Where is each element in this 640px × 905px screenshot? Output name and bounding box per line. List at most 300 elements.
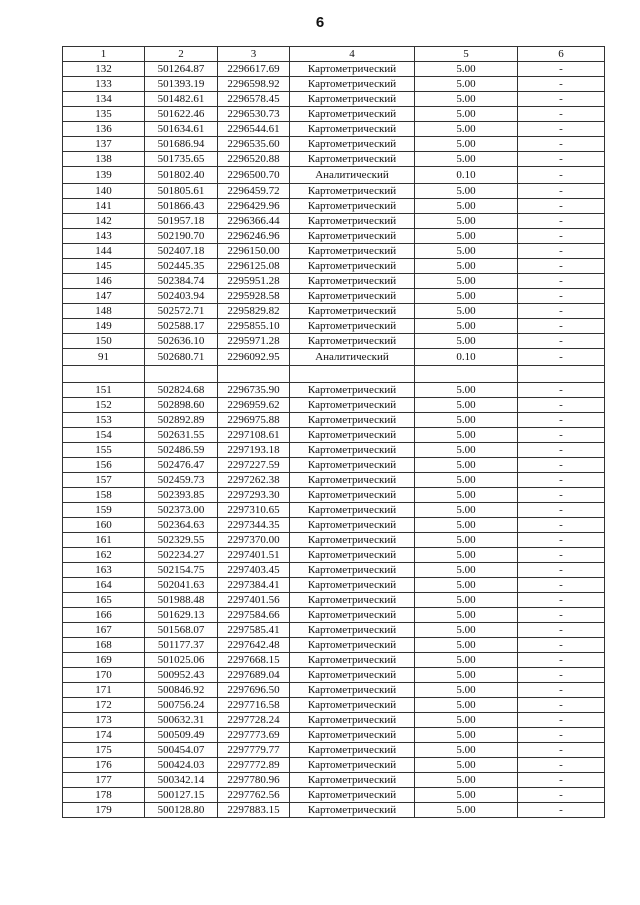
table-cell: 2297642.48 (218, 638, 290, 653)
table-cell: - (518, 334, 605, 349)
table-cell: 2296544.61 (218, 122, 290, 137)
table-cell: Картометрический (290, 398, 415, 413)
table-cell: 5.00 (415, 199, 518, 214)
table-cell: 2296959.62 (218, 398, 290, 413)
table-cell (518, 366, 605, 383)
table-cell: Картометрический (290, 713, 415, 728)
table-cell: 5.00 (415, 383, 518, 398)
table-cell: 502403.94 (145, 289, 218, 304)
table-cell: 159 (63, 503, 145, 518)
table-row (63, 319, 605, 334)
table-cell: 2296735.90 (218, 383, 290, 398)
table-cell: 141 (63, 199, 145, 214)
table-cell: Картометрический (290, 62, 415, 77)
coordinates-table (62, 46, 605, 818)
table-cell: 5.00 (415, 62, 518, 77)
table-cell: - (518, 289, 605, 304)
table-cell: - (518, 304, 605, 319)
table-cell: 2297403.45 (218, 563, 290, 578)
table-row (63, 122, 605, 137)
table-cell: Картометрический (290, 229, 415, 244)
table-cell: Картометрический (290, 122, 415, 137)
table-cell: 5.00 (415, 473, 518, 488)
table-cell: Картометрический (290, 788, 415, 803)
table-row (63, 503, 605, 518)
table-cell: 2296530.73 (218, 107, 290, 122)
table-cell (218, 366, 290, 383)
table-cell: 168 (63, 638, 145, 653)
table-cell: 500756.24 (145, 698, 218, 713)
table-cell: 501988.48 (145, 593, 218, 608)
table-cell: 501957.18 (145, 214, 218, 229)
table-cell: 133 (63, 77, 145, 92)
table-cell: 500424.03 (145, 758, 218, 773)
table-cell: 2297883.15 (218, 803, 290, 818)
table-cell: Картометрический (290, 334, 415, 349)
table-cell (415, 366, 518, 383)
table-cell: - (518, 167, 605, 184)
table-cell: Картометрический (290, 244, 415, 259)
table-cell: - (518, 443, 605, 458)
table-cell: Картометрический (290, 578, 415, 593)
table-cell: 2296459.72 (218, 184, 290, 199)
table-cell: 5.00 (415, 152, 518, 167)
table-row (63, 608, 605, 623)
table-cell: 502824.68 (145, 383, 218, 398)
table-cell: 2297262.38 (218, 473, 290, 488)
table-cell: 138 (63, 152, 145, 167)
table-cell: 501735.65 (145, 152, 218, 167)
table-cell: 0.10 (415, 167, 518, 184)
table-cell: - (518, 274, 605, 289)
table-cell: - (518, 533, 605, 548)
table-cell: Картометрический (290, 383, 415, 398)
table-cell: 501802.40 (145, 167, 218, 184)
table-cell: - (518, 518, 605, 533)
table-cell: 5.00 (415, 137, 518, 152)
table-cell: 2297227.59 (218, 458, 290, 473)
table-cell: - (518, 398, 605, 413)
table-row (63, 167, 605, 184)
table-cell: Картометрический (290, 593, 415, 608)
table-cell: 166 (63, 608, 145, 623)
table-cell: - (518, 548, 605, 563)
table-cell: 164 (63, 578, 145, 593)
table-cell: 137 (63, 137, 145, 152)
table-cell: - (518, 137, 605, 152)
table-cell: 176 (63, 758, 145, 773)
table-cell: - (518, 593, 605, 608)
table-cell: Картометрический (290, 488, 415, 503)
table-cell: 2296598.92 (218, 77, 290, 92)
table-cell: 500342.14 (145, 773, 218, 788)
table-cell: 154 (63, 428, 145, 443)
table-cell: 145 (63, 259, 145, 274)
table-row (63, 383, 605, 398)
table-cell: - (518, 638, 605, 653)
table-cell: 502680.71 (145, 349, 218, 366)
table-cell: 170 (63, 668, 145, 683)
table-cell: 5.00 (415, 743, 518, 758)
table-row (63, 244, 605, 259)
table-cell: 501025.06 (145, 653, 218, 668)
table-cell: Картометрический (290, 274, 415, 289)
table-cell: 502041.63 (145, 578, 218, 593)
table-cell: - (518, 349, 605, 366)
table-cell: 5.00 (415, 77, 518, 92)
table-row (63, 92, 605, 107)
table-row (63, 214, 605, 229)
table-cell: Картометрический (290, 152, 415, 167)
table-cell: Картометрический (290, 728, 415, 743)
table-cell: 5.00 (415, 758, 518, 773)
table-cell: 501482.61 (145, 92, 218, 107)
table-cell: Аналитический (290, 349, 415, 366)
table-row (63, 77, 605, 92)
table-cell: Картометрический (290, 698, 415, 713)
table-cell: 2297772.89 (218, 758, 290, 773)
table-cell: 502445.35 (145, 259, 218, 274)
table-cell: 165 (63, 593, 145, 608)
table-cell: 2297668.15 (218, 653, 290, 668)
table-row (63, 62, 605, 77)
table-cell: 501264.87 (145, 62, 218, 77)
table-cell: - (518, 428, 605, 443)
table-cell: - (518, 608, 605, 623)
table-cell: Картометрический (290, 803, 415, 818)
table-cell: Картометрический (290, 137, 415, 152)
table-cell: 5.00 (415, 289, 518, 304)
table-cell (145, 366, 218, 383)
table-row (63, 593, 605, 608)
table-cell: Картометрический (290, 608, 415, 623)
table-cell: 2297344.35 (218, 518, 290, 533)
table-cell: - (518, 653, 605, 668)
table-cell: - (518, 803, 605, 818)
table-cell: 132 (63, 62, 145, 77)
table-cell: 152 (63, 398, 145, 413)
table-row (63, 473, 605, 488)
table-cell: 5.00 (415, 578, 518, 593)
table-row (63, 304, 605, 319)
table-cell: 501629.13 (145, 608, 218, 623)
table-cell: 502393.85 (145, 488, 218, 503)
table-cell: Картометрический (290, 503, 415, 518)
table-cell: 5.00 (415, 803, 518, 818)
table-cell: 502154.75 (145, 563, 218, 578)
table-cell: 2296429.96 (218, 199, 290, 214)
table-row (63, 668, 605, 683)
table-cell: 2297779.77 (218, 743, 290, 758)
table-cell (63, 366, 145, 383)
page-number: 6 (315, 14, 325, 31)
table-cell: 5.00 (415, 788, 518, 803)
table-row (63, 683, 605, 698)
table-cell: - (518, 152, 605, 167)
table-cell: 501177.37 (145, 638, 218, 653)
table-cell: 5.00 (415, 488, 518, 503)
table-row (63, 803, 605, 818)
table-cell: - (518, 668, 605, 683)
table-cell: 147 (63, 289, 145, 304)
table-cell: 2297401.51 (218, 548, 290, 563)
table-cell: 5.00 (415, 304, 518, 319)
table-cell: Картометрический (290, 199, 415, 214)
table-cell: 502588.17 (145, 319, 218, 334)
table-cell: 153 (63, 413, 145, 428)
table-cell: - (518, 62, 605, 77)
table-row (63, 653, 605, 668)
table-cell: 5.00 (415, 214, 518, 229)
table-cell: Картометрический (290, 92, 415, 107)
table-cell: Картометрический (290, 428, 415, 443)
column-header: 4 (290, 47, 415, 62)
table-cell: 5.00 (415, 668, 518, 683)
table-cell: 5.00 (415, 244, 518, 259)
table-cell: 2296975.88 (218, 413, 290, 428)
table-cell: 502364.63 (145, 518, 218, 533)
table-row (63, 398, 605, 413)
table-header-row (63, 47, 605, 62)
table-cell: 2296246.96 (218, 229, 290, 244)
table-cell: Картометрический (290, 458, 415, 473)
table-cell: 5.00 (415, 713, 518, 728)
table-cell: 2296500.70 (218, 167, 290, 184)
table-cell: 5.00 (415, 623, 518, 638)
table-cell: 172 (63, 698, 145, 713)
table-cell: Картометрический (290, 743, 415, 758)
table-row (63, 334, 605, 349)
table-cell: Картометрический (290, 413, 415, 428)
table-cell: 175 (63, 743, 145, 758)
table-cell: Картометрический (290, 319, 415, 334)
table-cell: 156 (63, 458, 145, 473)
table-cell: 5.00 (415, 458, 518, 473)
table-cell: 160 (63, 518, 145, 533)
table-cell: - (518, 713, 605, 728)
table-cell: Картометрический (290, 473, 415, 488)
table-row (63, 229, 605, 244)
table-cell: - (518, 458, 605, 473)
table-cell: 2297762.56 (218, 788, 290, 803)
table-cell: 2296520.88 (218, 152, 290, 167)
table-cell: 501686.94 (145, 137, 218, 152)
table-cell: 135 (63, 107, 145, 122)
table-row (63, 152, 605, 167)
table-cell: 502486.59 (145, 443, 218, 458)
table-cell: 144 (63, 244, 145, 259)
table-cell: 169 (63, 653, 145, 668)
table-row (63, 184, 605, 199)
table-cell: - (518, 214, 605, 229)
table-cell: 500509.49 (145, 728, 218, 743)
table-cell: - (518, 229, 605, 244)
table-row (63, 758, 605, 773)
table-cell: Картометрический (290, 533, 415, 548)
table-cell: 2297193.18 (218, 443, 290, 458)
table-cell: - (518, 259, 605, 274)
table-cell: 5.00 (415, 773, 518, 788)
table-cell: - (518, 92, 605, 107)
table-cell: 2296617.69 (218, 62, 290, 77)
table-cell: Картометрический (290, 758, 415, 773)
table-cell: 148 (63, 304, 145, 319)
column-header: 2 (145, 47, 218, 62)
table-row (63, 458, 605, 473)
table-cell: 502476.47 (145, 458, 218, 473)
table-row (63, 773, 605, 788)
table-row (63, 289, 605, 304)
table-cell: 500632.31 (145, 713, 218, 728)
table-cell: Картометрический (290, 518, 415, 533)
table-cell: 2297401.56 (218, 593, 290, 608)
table-cell: Картометрический (290, 259, 415, 274)
table-cell: 146 (63, 274, 145, 289)
table-cell: 2297370.00 (218, 533, 290, 548)
table-cell: - (518, 107, 605, 122)
table-cell: 5.00 (415, 319, 518, 334)
table-cell: 5.00 (415, 608, 518, 623)
table-cell: 2296535.60 (218, 137, 290, 152)
table-cell: 500454.07 (145, 743, 218, 758)
table-row (63, 728, 605, 743)
table-cell: 2295855.10 (218, 319, 290, 334)
table-cell: - (518, 758, 605, 773)
table-cell: Картометрический (290, 623, 415, 638)
table-cell: 179 (63, 803, 145, 818)
table-cell: Картометрический (290, 548, 415, 563)
table-cell: 2297310.65 (218, 503, 290, 518)
table-cell: 5.00 (415, 698, 518, 713)
table-cell: 157 (63, 473, 145, 488)
table-cell: - (518, 743, 605, 758)
table-cell: 501634.61 (145, 122, 218, 137)
table-cell: Картометрический (290, 668, 415, 683)
table-cell: 2297689.04 (218, 668, 290, 683)
table-cell: 5.00 (415, 122, 518, 137)
table-cell: Картометрический (290, 289, 415, 304)
table-cell: 2297780.96 (218, 773, 290, 788)
table-cell (290, 366, 415, 383)
table-cell: 2297773.69 (218, 728, 290, 743)
table-cell: 151 (63, 383, 145, 398)
table-cell: 5.00 (415, 229, 518, 244)
table-cell: - (518, 473, 605, 488)
table-cell: 5.00 (415, 728, 518, 743)
table-cell: 134 (63, 92, 145, 107)
table-cell: 502636.10 (145, 334, 218, 349)
table-cell: 0.10 (415, 349, 518, 366)
table-cell: 500128.80 (145, 803, 218, 818)
table-cell: 139 (63, 167, 145, 184)
table-cell: 501393.19 (145, 77, 218, 92)
table-cell: 177 (63, 773, 145, 788)
table-row (63, 107, 605, 122)
table-cell: 5.00 (415, 518, 518, 533)
table-cell: - (518, 199, 605, 214)
table-cell: 5.00 (415, 428, 518, 443)
table-cell: - (518, 773, 605, 788)
table-cell: - (518, 383, 605, 398)
table-cell: 2297384.41 (218, 578, 290, 593)
table-cell: 5.00 (415, 503, 518, 518)
table-cell: Картометрический (290, 77, 415, 92)
table-cell: 2296125.08 (218, 259, 290, 274)
table-cell: 174 (63, 728, 145, 743)
table-cell: 140 (63, 184, 145, 199)
table-cell: 5.00 (415, 398, 518, 413)
table-cell: Картометрический (290, 773, 415, 788)
table-cell: 502384.74 (145, 274, 218, 289)
table-cell: 149 (63, 319, 145, 334)
table-row (63, 563, 605, 578)
table-row (63, 578, 605, 593)
table-cell: 5.00 (415, 653, 518, 668)
column-header: 6 (518, 47, 605, 62)
table-cell: 2297728.24 (218, 713, 290, 728)
table-cell: 173 (63, 713, 145, 728)
table-cell: - (518, 728, 605, 743)
table-row (63, 259, 605, 274)
column-header: 5 (415, 47, 518, 62)
table-cell: Картометрический (290, 563, 415, 578)
table-cell: - (518, 623, 605, 638)
table-cell: 2297293.30 (218, 488, 290, 503)
table-cell: Картометрический (290, 214, 415, 229)
table-cell: 5.00 (415, 683, 518, 698)
table-cell: 142 (63, 214, 145, 229)
table-row (63, 638, 605, 653)
table-cell: 155 (63, 443, 145, 458)
table-cell: 2297585.41 (218, 623, 290, 638)
table-cell: - (518, 683, 605, 698)
table-cell: - (518, 503, 605, 518)
table-cell: - (518, 122, 605, 137)
table-cell: 502892.89 (145, 413, 218, 428)
table-cell: 2295971.28 (218, 334, 290, 349)
table-cell: 2297584.66 (218, 608, 290, 623)
table-row (63, 548, 605, 563)
table-cell: 163 (63, 563, 145, 578)
table-cell: 501805.61 (145, 184, 218, 199)
table-row (63, 428, 605, 443)
table-cell: - (518, 244, 605, 259)
table-cell: 502373.00 (145, 503, 218, 518)
table-row (63, 443, 605, 458)
table-row (63, 743, 605, 758)
table-row (63, 137, 605, 152)
table-cell: 162 (63, 548, 145, 563)
table-cell: 5.00 (415, 593, 518, 608)
table-cell: 167 (63, 623, 145, 638)
table-cell: 5.00 (415, 443, 518, 458)
table-cell: - (518, 319, 605, 334)
table-cell: 502190.70 (145, 229, 218, 244)
table-cell: 500127.15 (145, 788, 218, 803)
column-header: 1 (63, 47, 145, 62)
table-cell: 500846.92 (145, 683, 218, 698)
table-cell: - (518, 788, 605, 803)
table-cell: Картометрический (290, 184, 415, 199)
table-cell: 2297696.50 (218, 683, 290, 698)
table-cell: Картометрический (290, 443, 415, 458)
table-cell: 5.00 (415, 334, 518, 349)
table-cell: 5.00 (415, 548, 518, 563)
table-cell: 171 (63, 683, 145, 698)
table-cell: 5.00 (415, 92, 518, 107)
table-cell: 502329.55 (145, 533, 218, 548)
table-cell: 5.00 (415, 638, 518, 653)
